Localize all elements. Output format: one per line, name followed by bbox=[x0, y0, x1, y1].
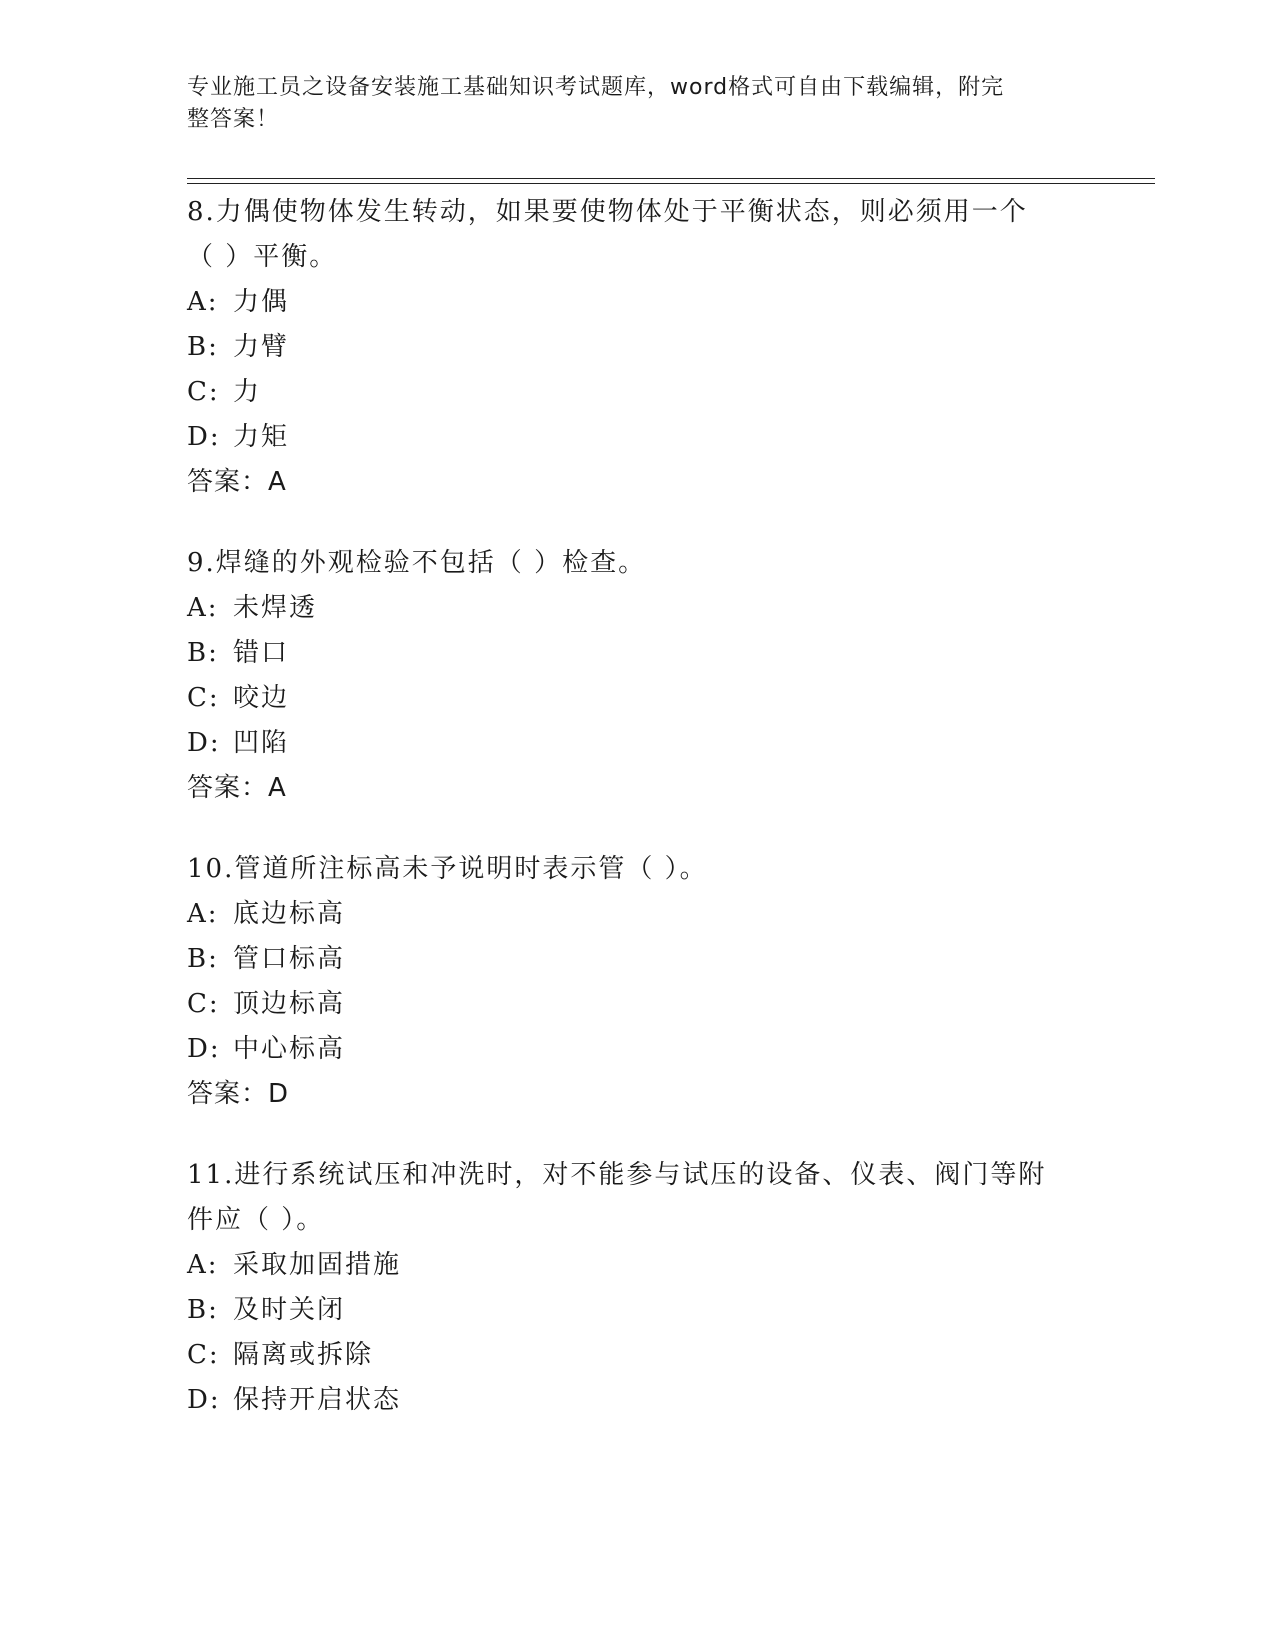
question-8 bbox=[187, 190, 1087, 505]
option-b: B: 及时关闭 bbox=[187, 1295, 346, 1325]
question-text: 8.力偶使物体发生转动，如果要使物体处于平衡状态，则必须用一个 （ ）平衡。 bbox=[187, 197, 1028, 272]
header-divider-top bbox=[187, 178, 1155, 179]
question-text: 11.进行系统试压和冲洗时，对不能参与试压的设备、仪表、阀门等附 件应（ ）。 bbox=[187, 1160, 1047, 1235]
option-b: B: 错口 bbox=[187, 638, 290, 668]
question-9 bbox=[187, 541, 1087, 811]
question-11 bbox=[187, 1153, 1087, 1423]
option-d: D: 力矩 bbox=[187, 422, 290, 452]
answer: 答案：A bbox=[187, 467, 287, 497]
question-text: 9.焊缝的外观检验不包括（ ）检查。 bbox=[187, 548, 647, 578]
option-a: A: 采取加固措施 bbox=[187, 1250, 402, 1280]
option-c: C: 顶边标高 bbox=[187, 989, 346, 1019]
header-line-1: 专业施工员之设备安装施工基础知识考试题库，word格式可自由下载编辑，附完 bbox=[187, 75, 1005, 100]
option-c: C: 力 bbox=[187, 377, 262, 407]
option-b: B: 力臂 bbox=[187, 332, 290, 362]
option-b: B: 管口标高 bbox=[187, 944, 346, 974]
question-text: 10.管道所注标高未予说明时表示管（ ）。 bbox=[187, 854, 708, 884]
option-a: A: 底边标高 bbox=[187, 899, 346, 929]
option-c: C: 隔离或拆除 bbox=[187, 1340, 374, 1370]
question-list bbox=[187, 190, 1087, 1459]
option-c: C: 咬边 bbox=[187, 683, 290, 713]
option-a: A: 力偶 bbox=[187, 287, 290, 317]
option-a: A: 未焊透 bbox=[187, 593, 318, 623]
document-header bbox=[187, 72, 1067, 136]
answer: 答案：D bbox=[187, 1079, 290, 1109]
option-d: D: 保持开启状态 bbox=[187, 1385, 402, 1415]
answer: 答案：A bbox=[187, 773, 287, 803]
header-divider-bottom bbox=[187, 183, 1155, 184]
header-line-2: 整答案！ bbox=[187, 107, 280, 132]
option-d: D: 中心标高 bbox=[187, 1034, 346, 1064]
question-10 bbox=[187, 847, 1087, 1117]
option-d: D: 凹陷 bbox=[187, 728, 290, 758]
